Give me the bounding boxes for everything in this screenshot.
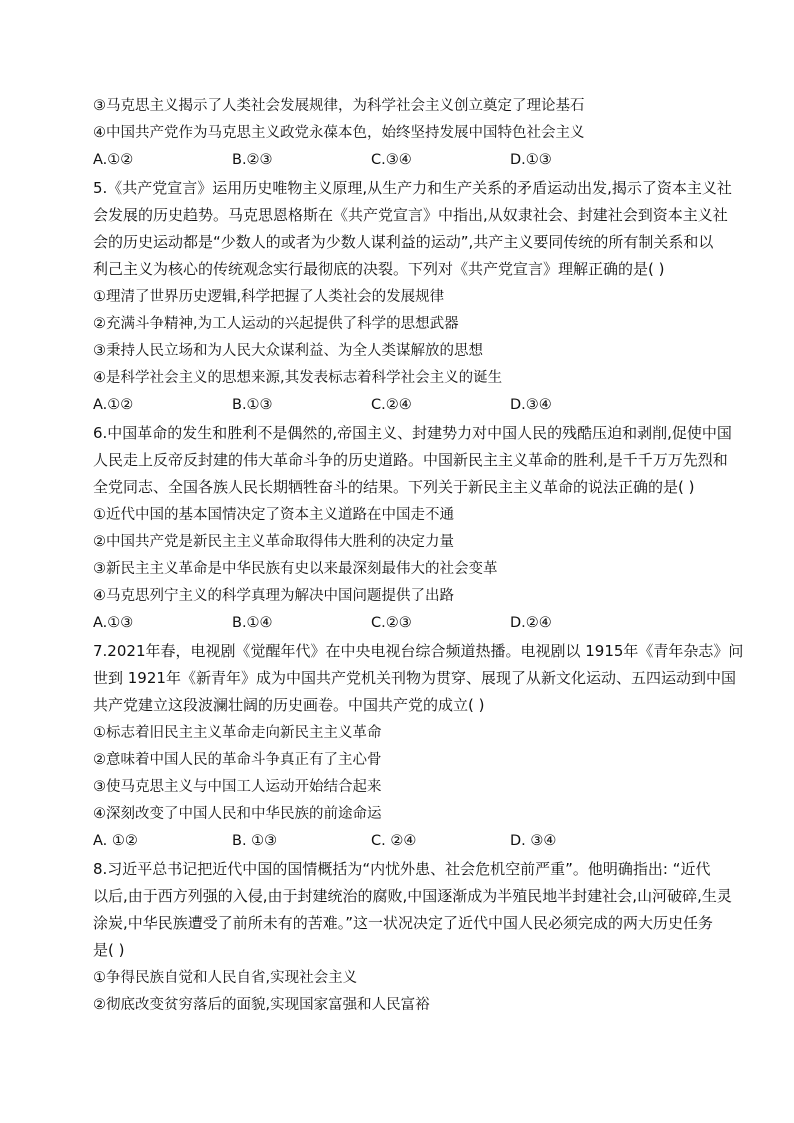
q7-option-a[interactable]: A. ①② [93,833,138,849]
q6-item-1: ①近代中国的基本国情决定了资本主义道路在中国走不通 [93,507,454,523]
q5-option-a[interactable]: A.①② [93,397,134,413]
q5-options [93,395,733,415]
q5-option-c[interactable]: C.②④ [371,397,412,413]
q5-option-d[interactable]: D.③④ [510,397,552,413]
q6-stem-line: 全党同志、全国各族人民长期牺牲奋斗的结果。下列关于新民主主义革命的说法正确的是( ) [93,478,695,496]
q5-item-3: ③秉持人民立场和为人民大众谋利益、为全人类谋解放的思想 [93,343,483,359]
q7-item-1: ①标志着旧民主主义革命走向新民主主义革命 [93,725,382,741]
q8-stem-line: 涂炭,中华民族遭受了前所未有的苦难。”这一状况决定了近代中国人民必须完成的两大历史任务 [93,914,714,932]
q7-options [93,831,733,851]
q8-stem-line: 以后,由于西方列强的入侵,由于封建统治的腐败,中国逐渐成为半殖民地半封建社会,山河破碎,生灵 [93,887,732,905]
q8-item-1: ①争得民族自觉和人民自省,实现社会主义 [93,970,358,986]
q4-option-c[interactable]: C.③④ [371,152,412,168]
q7-stem-line: 世到 1921年《新青年》成为中国共产党机关刊物为贯穿、展现了从新文化运动、五四运动到中国 [93,669,736,687]
q5-option-b[interactable]: B.①③ [232,397,273,413]
q6-item-2: ②中国共产党是新民主主义革命取得伟大胜利的决定力量 [93,534,454,550]
q5-stem-line: 会发展的历史趋势。马克思恩格斯在《共产党宣言》中指出,从奴隶社会、封建社会到资本主义社 [93,206,728,224]
q7-option-c[interactable]: C. ②④ [371,833,417,849]
q5-stem-line: 利己主义为核心的传统观念实行最彻底的决裂。下列对《共产党宣言》理解正确的是( ) [93,260,665,278]
q8-item-2: ②彻底改变贫穷落后的面貌,实现国家富强和人民富裕 [93,997,430,1013]
q8-stem-line: 8.习近平总书记把近代中国的国情概括为“内忧外患、社会危机空前严重”。他明确指出: “近代 [93,860,711,878]
q7-stem-line: 共产党建立这段波澜壮阔的历史画卷。中国共产党的成立( ) [93,696,485,714]
q6-item-4: ④马克思列宁主义的科学真理为解决中国问题提供了出路 [93,588,454,604]
q4-item-3: ③马克思主义揭示了人类社会发展规律，为科学社会主义创立奠定了理论基石 [93,98,585,114]
q4-options [93,150,733,170]
q4-option-a[interactable]: A.①② [93,152,134,168]
q4-option-b[interactable]: B.②③ [232,152,273,168]
q7-item-3: ③使马克思主义与中国工人运动开始结合起来 [93,779,382,795]
q7-option-d[interactable]: D. ③④ [510,833,557,849]
q8-stem-line: 是( ) [93,941,125,959]
q7-item-4: ④深刻改变了中国人民和中华民族的前途命运 [93,806,382,822]
q6-options [93,613,733,633]
q6-option-b[interactable]: B.①④ [232,615,273,631]
q5-item-2: ②充满斗争精神,为工人运动的兴起提供了科学的思想武器 [93,316,459,332]
q6-item-3: ③新民主主义革命是中华民族有史以来最深刻最伟大的社会变革 [93,561,498,577]
q5-item-4: ④是科学社会主义的思想来源,其发表标志着科学社会主义的诞生 [93,370,503,386]
q7-stem-line: 7.2021年春，电视剧《觉醒年代》在中央电视台综合频道热播。电视剧以 1915年《青年杂志》问 [93,642,744,660]
q6-stem-line: 6.中国革命的发生和胜利不是偶然的,帝国主义、封建势力对中国人民的残酷压迫和剥削,促使中国 [93,424,732,442]
q4-option-d[interactable]: D.①③ [510,152,552,168]
q4-item-4: ④中国共产党作为马克思主义政党永葆本色，始终坚持发展中国特色社会主义 [93,125,585,141]
q7-option-b[interactable]: B. ①③ [232,833,278,849]
q6-option-c[interactable]: C.②③ [371,615,412,631]
q5-stem-line: 会的历史运动都是“少数人的或者为少数人谋利益的运动”,共产主义要同传统的所有制关系和以 [93,233,714,251]
q5-stem-line: 5.《共产党宣言》运用历史唯物主义原理,从生产力和生产关系的矛盾运动出发,揭示了资本主义社 [93,179,732,197]
q7-item-2: ②意味着中国人民的革命斗争真正有了主心骨 [93,752,382,768]
q6-stem-line: 人民走上反帝反封建的伟大革命斗争的历史道路。中国新民主主义革命的胜利,是千千万万先烈和 [93,451,728,469]
q5-item-1: ①理清了世界历史逻辑,科学把握了人类社会的发展规律 [93,289,445,305]
q6-option-a[interactable]: A.①③ [93,615,134,631]
q6-option-d[interactable]: D.②④ [510,615,552,631]
